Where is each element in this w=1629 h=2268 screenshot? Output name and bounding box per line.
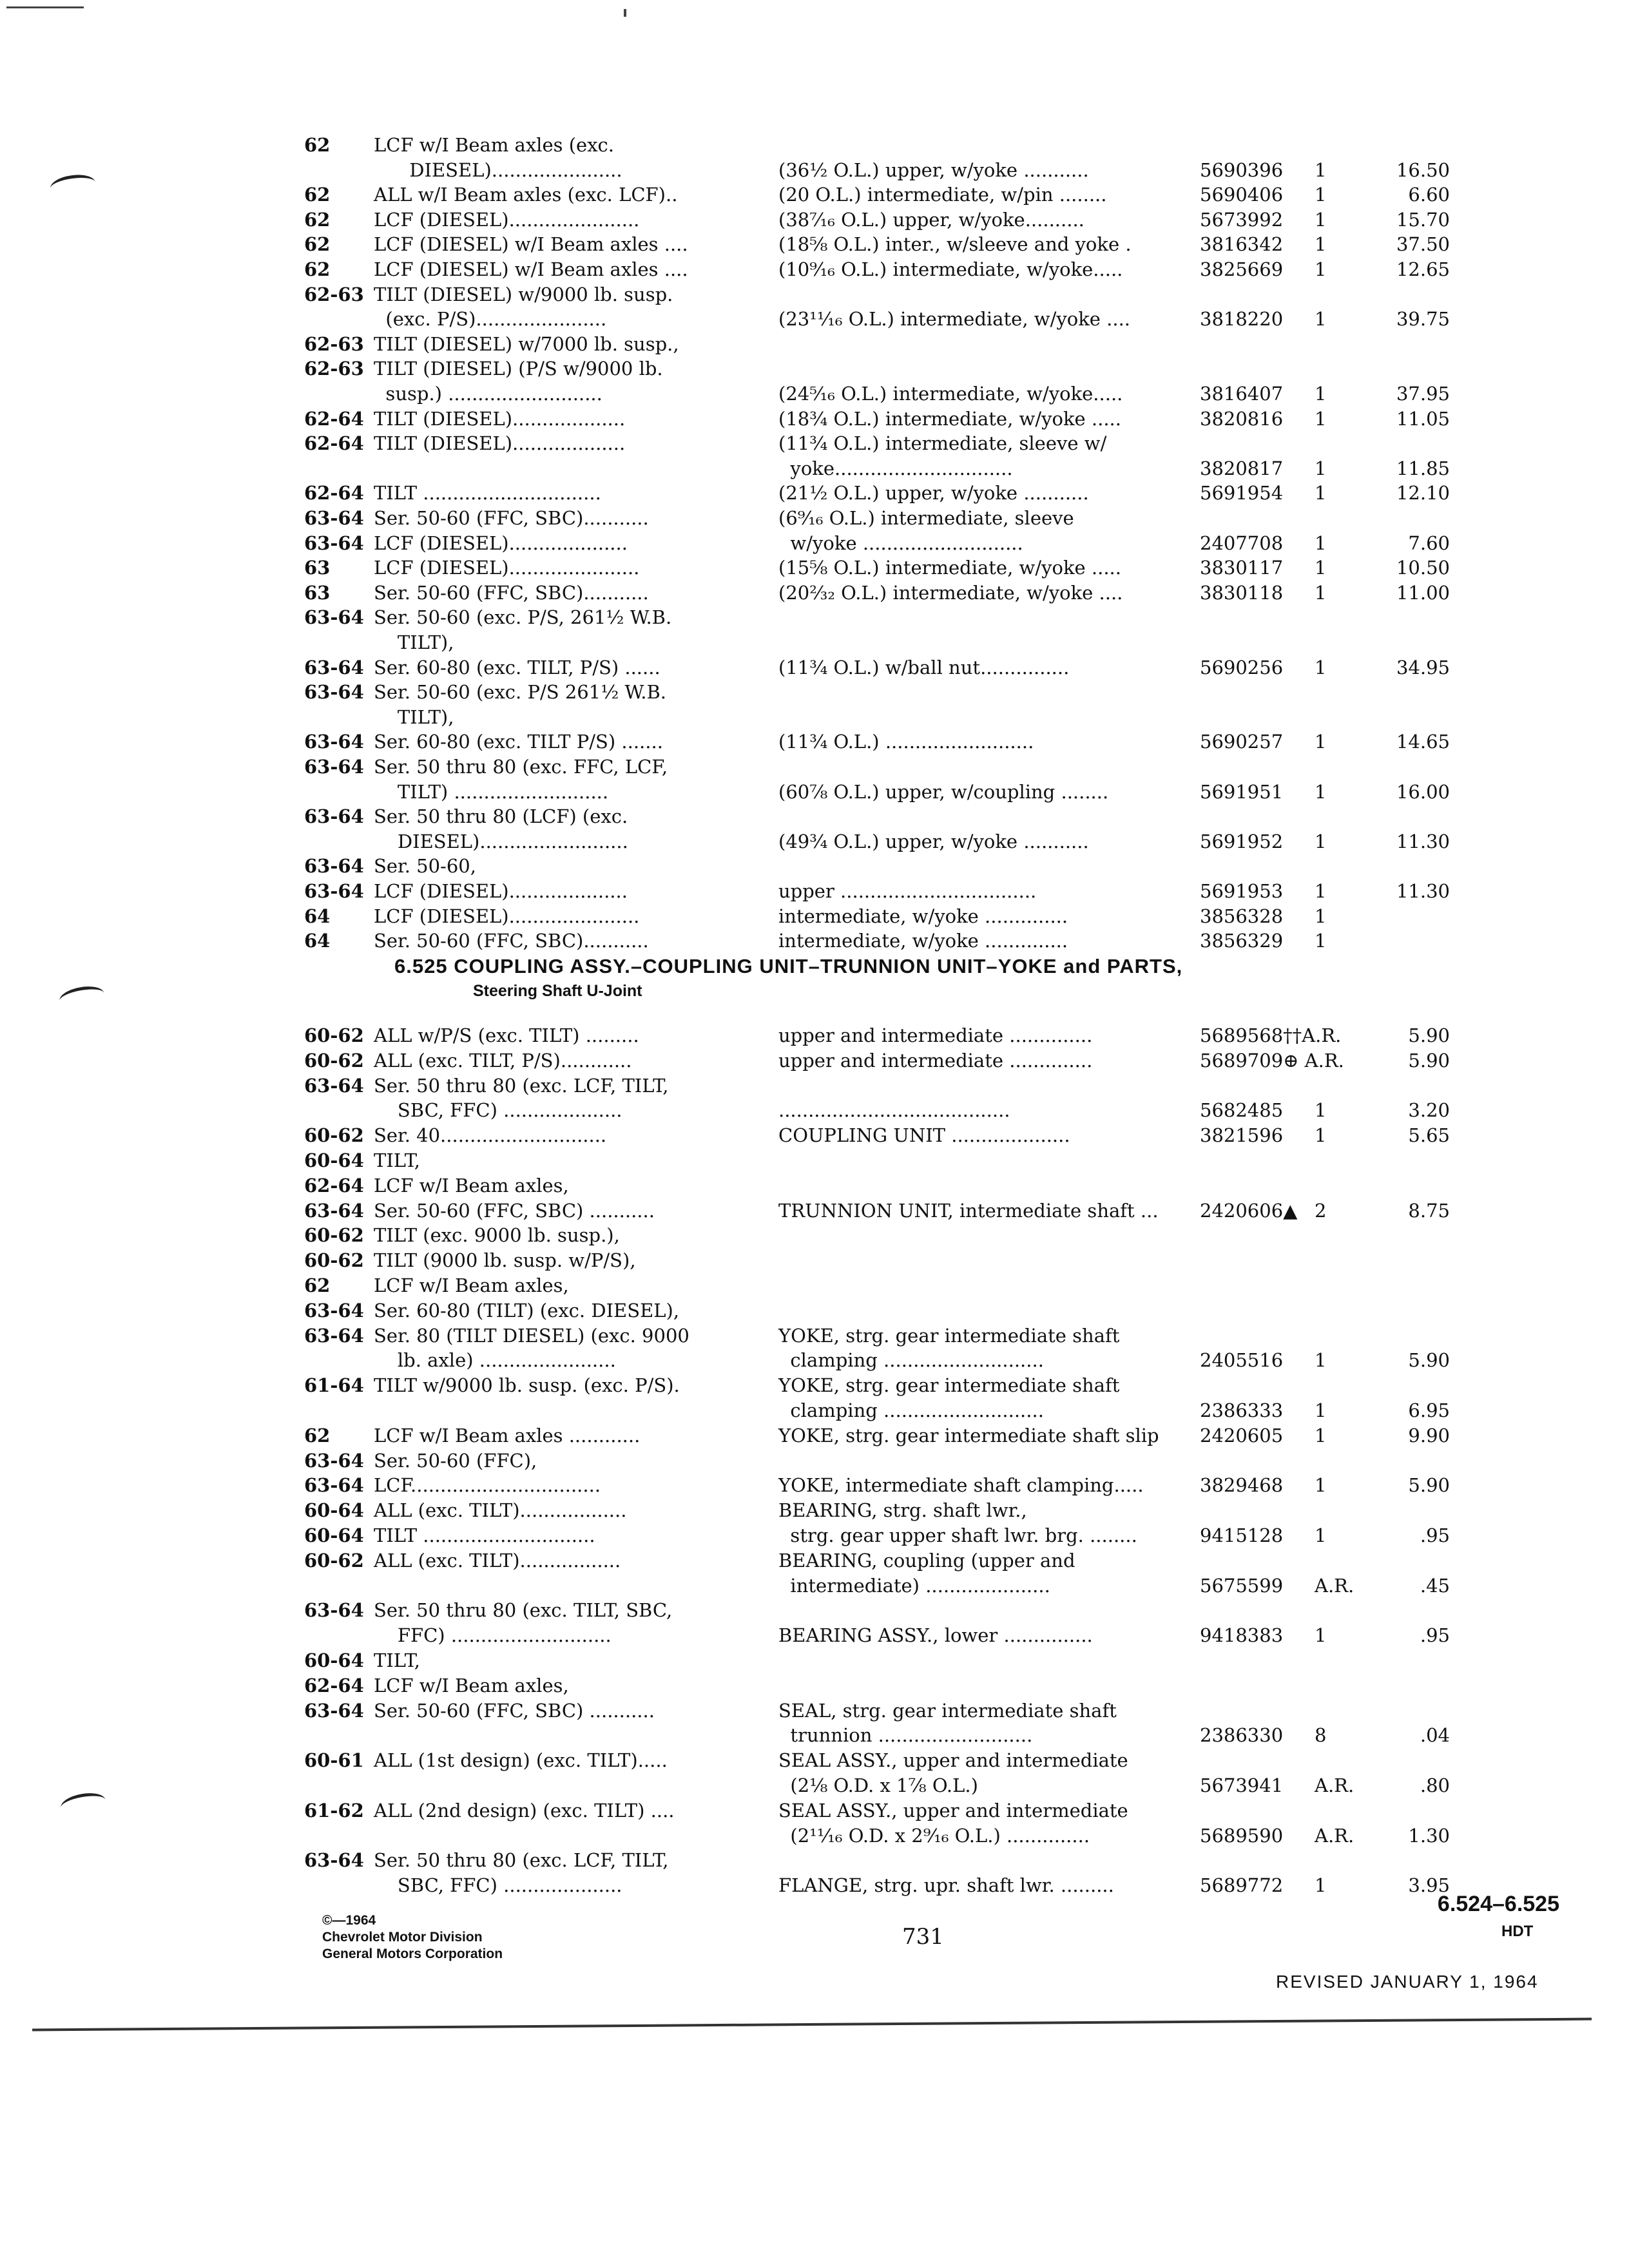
section-number: 6.525 [394,955,448,977]
year-cell: 60-62 [304,1224,364,1247]
description-cell: (15⅝ O.L.) intermediate, w/yoke ..... [778,557,1121,579]
year-cell: 63-64 [304,1449,364,1472]
price-cell: .04 [1420,1724,1450,1747]
part-number-cell: 5691954 [1200,482,1284,505]
year-cell: 63-64 [304,731,364,753]
model-cell: Ser. 80 (TILT DIESEL) (exc. 9000 [374,1324,689,1347]
description-cell: BEARING ASSY., lower ............... [778,1624,1093,1647]
model-cell: Ser. 50-60 (FFC, SBC)........... [374,581,649,604]
description-cell: (11¾ O.L.) ......................... [778,731,1034,753]
part-number-cell: 5689590 [1200,1824,1284,1847]
year-cell: 62-64 [304,1174,364,1196]
quantity-cell: 1 [1315,184,1327,206]
year-cell: 63-64 [304,532,364,554]
year-cell: 64 [304,905,331,927]
price-cell: 11.30 [1396,880,1450,902]
model-cell: TILT (DIESEL)................... [374,407,626,430]
footer-corporation: General Motors Corporation [322,1946,503,1961]
quantity-cell: 1 [1315,383,1327,405]
price-cell: 5.90 [1408,1024,1450,1046]
scan-speck [624,9,626,17]
quantity-cell: 1 [1315,557,1327,579]
quantity-cell: 1 [1315,159,1327,181]
model-cell: LCF w/I Beam axles, [374,1274,569,1296]
year-cell: 62-63 [304,283,364,305]
part-number-cell: 2386330 [1200,1724,1284,1747]
description-cell: SEAL ASSY., upper and intermediate [778,1799,1128,1821]
part-number-cell: 5690406 [1200,184,1284,206]
model-cell: LCF (DIESEL)...................... [374,557,640,579]
quantity-cell: 1 [1315,830,1327,852]
year-cell: 63-64 [304,1699,364,1722]
model-cell: TILT) .......................... [374,780,609,803]
description-cell: intermediate) ..................... [778,1574,1050,1597]
price-cell: 11.05 [1396,407,1450,430]
model-cell: ALL (2nd design) (exc. TILT) .... [374,1799,675,1821]
price-cell: 37.95 [1396,383,1450,405]
price-cell: 11.85 [1396,457,1450,479]
price-cell: 3.95 [1408,1874,1450,1897]
year-cell: 62-63 [304,358,364,380]
model-cell: DIESEL)......................... [374,830,628,852]
part-number-cell: 5689568††A.R. [1200,1024,1342,1046]
year-cell: 62 [304,258,331,280]
model-cell: Ser. 60-80 (TILT) (exc. DIESEL), [374,1299,680,1321]
price-cell: 11.30 [1396,830,1450,852]
model-cell: ALL w/P/S (exc. TILT) ......... [374,1024,639,1046]
footer-division: Chevrolet Motor Division [322,1930,483,1945]
model-cell: Ser. 50-60 (FFC, SBC)........... [374,930,649,952]
model-cell: Ser. 50-60, [374,855,476,878]
price-cell: 14.65 [1396,731,1450,753]
part-number-cell: 5690396 [1200,159,1284,181]
year-cell: 63-64 [304,880,364,902]
part-number-cell: 9418383 [1200,1624,1284,1647]
description-cell: (11¾ O.L.) w/ball nut............... [778,656,1070,678]
model-cell: FFC) ........................... [374,1624,612,1647]
quantity-cell: 1 [1315,1349,1327,1372]
quantity-cell: 1 [1315,905,1327,927]
year-cell: 63 [304,581,331,604]
model-cell: lb. axle) ....................... [374,1349,616,1372]
model-cell: Ser. 50-60 (FFC, SBC) ........... [374,1699,655,1722]
part-number-cell: 5691953 [1200,880,1284,902]
description-cell: trunnion .......................... [778,1724,1033,1747]
year-cell: 63-64 [304,1324,364,1347]
description-cell: (10⁹⁄₁₆ O.L.) intermediate, w/yoke..... [778,258,1123,280]
model-cell: LCF (DIESEL).................... [374,880,628,902]
description-cell: (36½ O.L.) upper, w/yoke ........... [778,159,1089,181]
description-cell: SEAL, strg. gear intermediate shaft [778,1699,1117,1722]
description-cell: TRUNNION UNIT, intermediate shaft ... [778,1199,1159,1222]
part-number-cell: 3829468 [1200,1474,1284,1497]
quantity-cell: 2 [1315,1199,1327,1222]
description-cell: intermediate, w/yoke .............. [778,905,1068,927]
part-number-cell: 5673992 [1200,208,1284,231]
price-cell: 16.00 [1396,780,1450,803]
year-cell: 62-64 [304,482,364,505]
quantity-cell: 1 [1315,930,1327,952]
model-cell: Ser. 50 thru 80 (LCF) (exc. [374,805,628,828]
part-number-cell: 2420606▲ [1200,1199,1298,1222]
quantity-cell: 1 [1315,1524,1327,1546]
model-cell: LCF w/I Beam axles, [374,1174,569,1196]
model-cell: Ser. 50-60 (FFC), [374,1449,537,1472]
part-number-cell: 5673941 [1200,1774,1284,1796]
description-cell: yoke.............................. [778,457,1013,479]
description-cell: (21½ O.L.) upper, w/yoke ........... [778,482,1089,505]
model-cell: (exc. P/S)...................... [374,308,607,331]
price-cell: 10.50 [1396,557,1450,579]
quantity-cell: 1 [1315,780,1327,803]
part-number-cell: 3818220 [1200,308,1284,331]
model-cell: TILT), [374,706,454,728]
quantity-cell: A.R. [1315,1574,1354,1597]
section-range: 6.524–6.525 [1437,1892,1559,1916]
price-cell: 34.95 [1396,656,1450,678]
model-cell: TILT w/9000 lb. susp. (exc. P/S). [374,1374,680,1397]
part-number-cell: 3856328 [1200,905,1284,927]
year-cell: 60-64 [304,1499,364,1522]
model-cell: SBC, FFC) .................... [374,1874,622,1897]
model-cell: Ser. 40............................ [374,1124,607,1147]
part-number-cell: 5689709⊕ A.R. [1200,1049,1344,1072]
part-number-cell: 2405516 [1200,1349,1284,1372]
part-number-cell: 2386333 [1200,1399,1284,1421]
model-cell: Ser. 50-60 (exc. P/S 261½ W.B. [374,681,667,704]
model-cell: Ser. 50-60 (FFC, SBC) ........... [374,1199,655,1222]
price-cell: 5.90 [1408,1474,1450,1497]
quantity-cell: 1 [1315,457,1327,479]
price-cell: 37.50 [1396,233,1450,256]
model-cell: Ser. 50 thru 80 (exc. LCF, TILT, [374,1849,669,1872]
quantity-cell: A.R. [1315,1824,1354,1847]
price-cell: .95 [1420,1624,1450,1647]
description-cell: ....................................... [778,1099,1010,1122]
model-cell: ALL (1st design) (exc. TILT)..... [374,1749,668,1772]
model-cell: LCF (DIESEL)...................... [374,905,640,927]
part-number-cell: 5690256 [1200,656,1284,678]
model-cell: TILT (9000 lb. susp. w/P/S), [374,1249,636,1272]
price-cell: 11.00 [1396,581,1450,604]
description-cell: (38⁷⁄₁₆ O.L.) upper, w/yoke.......... [778,208,1084,231]
description-cell: BEARING, coupling (upper and [778,1549,1075,1571]
part-number-cell: 9415128 [1200,1524,1284,1546]
model-cell: TILT (DIESEL) w/7000 lb. susp., [374,332,679,355]
part-number-cell: 3816342 [1200,233,1284,256]
quantity-cell: 1 [1315,1124,1327,1147]
part-number-cell: 5682485 [1200,1099,1284,1122]
year-cell: 62 [304,1274,331,1296]
section-heading [394,955,1182,978]
price-cell: .95 [1420,1524,1450,1546]
price-cell: .80 [1420,1774,1450,1796]
quantity-cell: 1 [1315,407,1327,430]
description-cell: (18⅝ O.L.) inter., w/sleeve and yoke . [778,233,1132,256]
description-cell: (18¾ O.L.) intermediate, w/yoke ..... [778,407,1121,430]
model-cell: LCF (DIESEL) w/I Beam axles .... [374,233,688,256]
year-cell: 62-64 [304,407,364,430]
price-cell: 16.50 [1396,159,1450,181]
description-cell: upper and intermediate .............. [778,1024,1093,1046]
model-cell: ALL (exc. TILT, P/S)............ [374,1049,632,1072]
quantity-cell: 1 [1315,1624,1327,1647]
model-cell: SBC, FFC) .................... [374,1099,622,1122]
price-cell: .45 [1420,1574,1450,1597]
description-cell: YOKE, strg. gear intermediate shaft [778,1324,1120,1347]
part-number-cell: 5675599 [1200,1574,1284,1597]
quantity-cell: 1 [1315,581,1327,604]
punch-hole-mark [58,983,106,1011]
model-cell: TILT), [374,631,454,653]
punch-hole-mark [59,1790,107,1818]
model-cell: ALL (exc. TILT)................. [374,1549,621,1571]
quantity-cell: 1 [1315,1424,1327,1446]
quantity-cell: 1 [1315,532,1327,554]
year-cell: 61-64 [304,1374,364,1397]
year-cell: 63-64 [304,1474,364,1497]
quantity-cell: 1 [1315,1099,1327,1122]
quantity-cell: 1 [1315,880,1327,902]
price-cell: 9.90 [1408,1424,1450,1446]
year-cell: 62-64 [304,432,364,455]
year-cell: 63 [304,557,331,579]
model-cell: LCF................................ [374,1474,601,1497]
part-number-cell: 3816407 [1200,383,1284,405]
section-subtitle: Steering Shaft U-Joint [473,982,642,1000]
section-code: HDT [1501,1923,1534,1940]
year-cell: 60-62 [304,1049,364,1072]
price-cell: 15.70 [1396,208,1450,231]
year-cell: 60-62 [304,1124,364,1147]
price-cell: 6.95 [1408,1399,1450,1421]
part-number-cell: 5689772 [1200,1874,1284,1897]
model-cell: TILT, [374,1649,420,1671]
model-cell: Ser. 60-80 (exc. TILT, P/S) ...... [374,656,660,678]
description-cell: (11¾ O.L.) intermediate, sleeve w/ [778,432,1107,455]
description-cell: clamping ........................... [778,1349,1044,1372]
description-cell: (20⅔₂ O.L.) intermediate, w/yoke .... [778,581,1123,604]
year-cell: 63-64 [304,756,364,778]
model-cell: TILT .............................. [374,482,601,505]
model-cell: Ser. 50-60 (FFC, SBC)........... [374,507,649,529]
year-cell: 63-64 [304,1299,364,1321]
quantity-cell: 1 [1315,1399,1327,1421]
section-title: COUPLING ASSY.–COUPLING UNIT–TRUNNION UNIT–YOKE and PARTS, [454,955,1183,977]
year-cell: 63-64 [304,1199,364,1222]
year-cell: 60-64 [304,1149,364,1171]
year-cell: 63-64 [304,1074,364,1097]
year-cell: 63-64 [304,606,364,629]
part-number-cell: 5691952 [1200,830,1284,852]
model-cell: LCF (DIESEL).................... [374,532,628,554]
quantity-cell: 8 [1315,1724,1327,1747]
model-cell: LCF w/I Beam axles (exc. [374,134,615,156]
description-cell: (20 O.L.) intermediate, w/pin ........ [778,184,1107,206]
part-number-cell: 3856329 [1200,930,1284,952]
year-cell: 62 [304,1424,331,1446]
model-cell: ALL w/I Beam axles (exc. LCF).. [374,184,678,206]
model-cell: TILT ............................. [374,1524,595,1546]
part-number-cell: 5690257 [1200,731,1284,753]
quantity-cell: 1 [1315,258,1327,280]
year-cell: 60-64 [304,1524,364,1546]
description-cell: (24⁵⁄₁₆ O.L.) intermediate, w/yoke..... [778,383,1123,405]
price-cell: 5.90 [1408,1349,1450,1372]
year-cell: 63-64 [304,681,364,704]
model-cell: TILT (DIESEL) w/9000 lb. susp. [374,283,673,305]
model-cell: TILT (DIESEL)................... [374,432,626,455]
price-cell: 5.65 [1408,1124,1450,1147]
model-cell: TILT (DIESEL) (P/S w/9000 lb. [374,358,663,380]
year-cell: 61-62 [304,1799,364,1821]
year-cell: 63-64 [304,805,364,828]
model-cell: Ser. 50 thru 80 (exc. FFC, LCF, [374,756,668,778]
description-cell: BEARING, strg. shaft lwr., [778,1499,1027,1522]
model-cell: LCF (DIESEL)...................... [374,208,640,231]
footer-copyright: ©—1964 [322,1913,376,1928]
description-cell: clamping ........................... [778,1399,1044,1421]
quantity-cell: 1 [1315,1874,1327,1897]
page-number: 731 [902,1924,944,1950]
description-cell: (49¾ O.L.) upper, w/yoke ........... [778,830,1089,852]
year-cell: 62 [304,134,331,156]
year-cell: 60-62 [304,1024,364,1046]
quantity-cell: 1 [1315,233,1327,256]
part-number-cell: 2407708 [1200,532,1284,554]
description-cell: (2⅛ O.D. x 1⅞ O.L.) [778,1774,978,1796]
price-cell: 7.60 [1408,532,1450,554]
year-cell: 62 [304,233,331,256]
year-cell: 60-64 [304,1649,364,1671]
price-cell: 39.75 [1396,308,1450,331]
description-cell: COUPLING UNIT .................... [778,1124,1070,1147]
model-cell: Ser. 50 thru 80 (exc. LCF, TILT, [374,1074,669,1097]
year-cell: 62-63 [304,332,364,355]
model-cell: ALL (exc. TILT).................. [374,1499,627,1522]
model-cell: LCF w/I Beam axles, [374,1674,569,1696]
model-cell: LCF w/I Beam axles ............ [374,1424,641,1446]
part-number-cell: 3825669 [1200,258,1284,280]
model-cell: TILT, [374,1149,420,1171]
revision-date: REVISED JANUARY 1, 1964 [1276,1972,1539,1992]
description-cell: upper ................................. [778,880,1037,902]
quantity-cell: 1 [1315,208,1327,231]
quantity-cell: 1 [1315,656,1327,678]
year-cell: 63-64 [304,507,364,529]
price-cell: 6.60 [1408,184,1450,206]
model-cell: Ser. 50-60 (exc. P/S, 261½ W.B. [374,606,672,629]
description-cell: YOKE, intermediate shaft clamping..... [778,1474,1144,1497]
description-cell: SEAL ASSY., upper and intermediate [778,1749,1128,1772]
price-cell: 5.90 [1408,1049,1450,1072]
year-cell: 63-64 [304,1849,364,1872]
punch-hole-mark [49,172,97,198]
price-cell: 12.10 [1396,482,1450,505]
description-cell: YOKE, strg. gear intermediate shaft slip [778,1424,1159,1446]
description-cell: w/yoke ........................... [778,532,1023,554]
part-number-cell: 3820817 [1200,457,1284,479]
scan-speck [6,6,84,8]
year-cell: 63-64 [304,855,364,878]
year-cell: 60-62 [304,1549,364,1571]
description-cell: intermediate, w/yoke .............. [778,930,1068,952]
part-number-cell: 2420605 [1200,1424,1284,1446]
description-cell: (23¹¹⁄₁₆ O.L.) intermediate, w/yoke .... [778,308,1131,331]
year-cell: 63-64 [304,1599,364,1622]
price-cell: 3.20 [1408,1099,1450,1122]
model-cell: LCF (DIESEL) w/I Beam axles .... [374,258,688,280]
part-number-cell: 3821596 [1200,1124,1284,1147]
model-cell: TILT (exc. 9000 lb. susp.), [374,1224,620,1247]
price-cell: 8.75 [1408,1199,1450,1222]
model-cell: susp.) .......................... [374,383,602,405]
price-cell: 1.30 [1408,1824,1450,1847]
description-cell: (60⅞ O.L.) upper, w/coupling ........ [778,780,1109,803]
quantity-cell: 1 [1315,1474,1327,1497]
quantity-cell: A.R. [1315,1774,1354,1796]
part-number-cell: 3830117 [1200,557,1284,579]
part-number-cell: 5691951 [1200,780,1284,803]
model-cell: DIESEL)...................... [374,159,622,181]
description-cell: (6⁹⁄₁₆ O.L.) intermediate, sleeve [778,507,1074,529]
year-cell: 64 [304,930,331,952]
description-cell: strg. gear upper shaft lwr. brg. ........ [778,1524,1137,1546]
year-cell: 62-64 [304,1674,364,1696]
quantity-cell: 1 [1315,731,1327,753]
part-number-cell: 3820816 [1200,407,1284,430]
year-cell: 62 [304,184,331,206]
bottom-rule [32,2018,1592,2032]
price-cell: 12.65 [1396,258,1450,280]
footer-publisher [322,1912,503,1963]
year-cell: 60-61 [304,1749,364,1772]
year-cell: 63-64 [304,656,364,678]
model-cell: Ser. 50 thru 80 (exc. TILT, SBC, [374,1599,673,1622]
year-cell: 60-62 [304,1249,364,1272]
quantity-cell: 1 [1315,482,1327,505]
year-cell: 62 [304,208,331,231]
description-cell: FLANGE, strg. upr. shaft lwr. ......... [778,1874,1114,1897]
description-cell: (2¹¹⁄₁₆ O.D. x 2⁹⁄₁₆ O.L.) .............. [778,1824,1090,1847]
part-number-cell: 3830118 [1200,581,1284,604]
quantity-cell: 1 [1315,308,1327,331]
description-cell: YOKE, strg. gear intermediate shaft [778,1374,1120,1397]
model-cell: Ser. 60-80 (exc. TILT P/S) ....... [374,731,663,753]
description-cell: upper and intermediate .............. [778,1049,1093,1072]
